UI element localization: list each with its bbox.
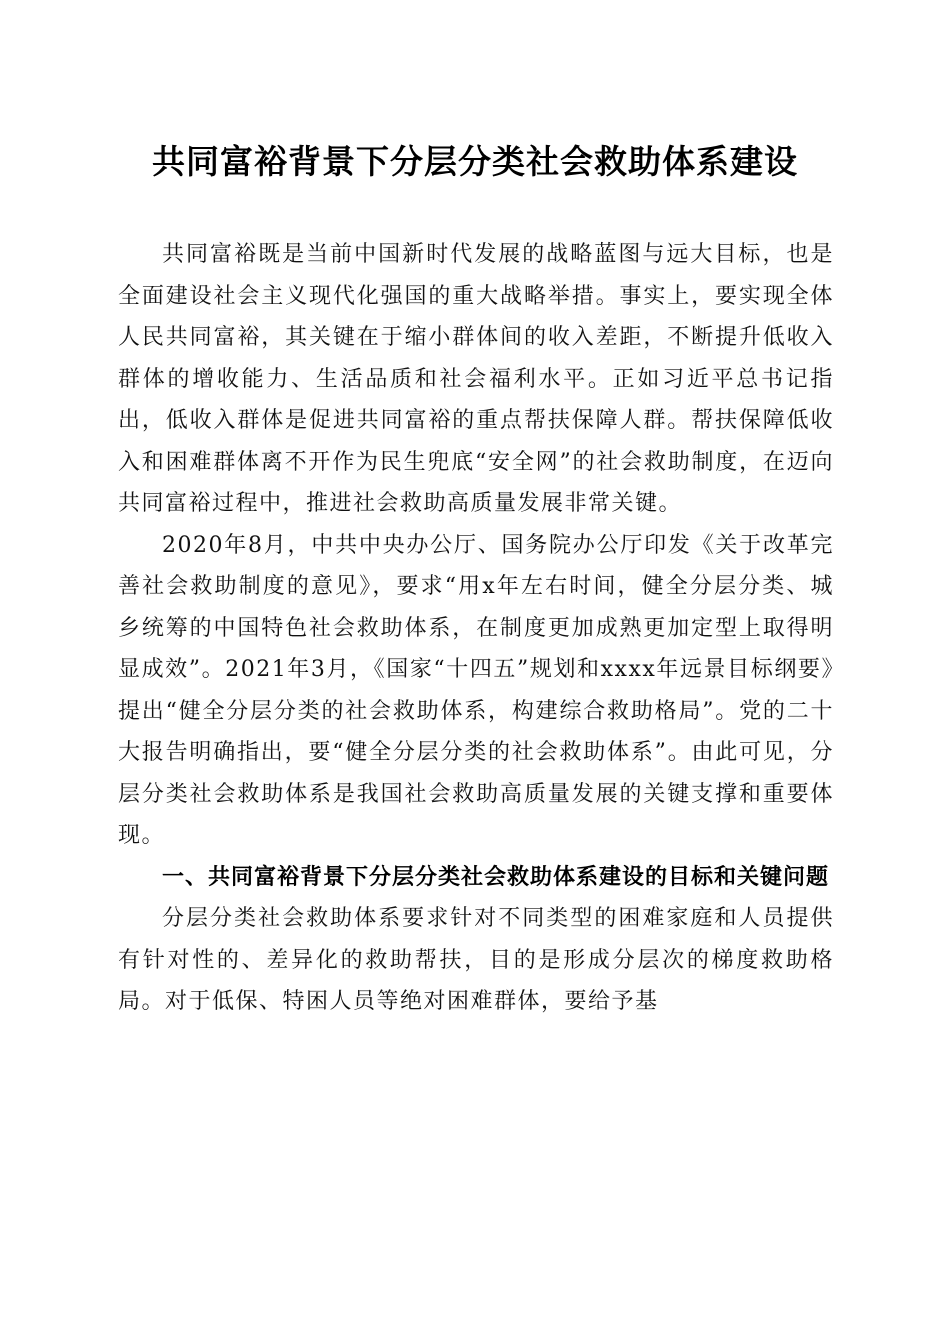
document-title: 共同富裕背景下分层分类社会救助体系建设 [152,142,798,181]
intro-paragraph-2: 2020年8月，中共中央办公厅、国务院办公厅印发《关于改革完善社会救助制度的意见》，要求“用x年左右时间，健全分层分类、城乡统筹的中国特色社会救助体系，在制度更加成熟更加定型上取得明显成效”。2021年3月，《国家“十四五”规划和xxxx年远景目标纲要》提出“健全分层分类的社会救助体系，构建综合救助格局”。党的二十大报告明确指出，要“健全分层分类的社会救助体系”。由此可见，分层分类社会救助体系是我国社会救助高质量发展的关键支撑和重要体现。 [118,532,834,848]
document-body [118,234,834,1023]
section-1-paragraph-1: 分层分类社会救助体系要求针对不同类型的困难家庭和人员提供有针对性的、差异化的救助帮扶，目的是形成分层次的梯度救助格局。对于低保、特困人员等绝对困难群体，要给予基 [118,906,834,1014]
intro-paragraph-1: 共同富裕既是当前中国新时代发展的战略蓝图与远大目标，也是全面建设社会主义现代化强国的重大战略举措。事实上，要实现全体人民共同富裕，其关键在于缩小群体间的收入差距，不断提升低收入群体的增收能力、生活品质和社会福利水平。正如习近平总书记指出，低收入群体是促进共同富裕的重点帮扶保障人群。帮扶保障低收入和困难群体离不开作为民生兜底“安全网”的社会救助制度，在迈向共同富裕过程中，推进社会救助高质量发展非常关键。 [118,242,834,516]
section-heading-1: 一、共同富裕背景下分层分类社会救助体系建设的目标和关键问题 [162,864,830,890]
